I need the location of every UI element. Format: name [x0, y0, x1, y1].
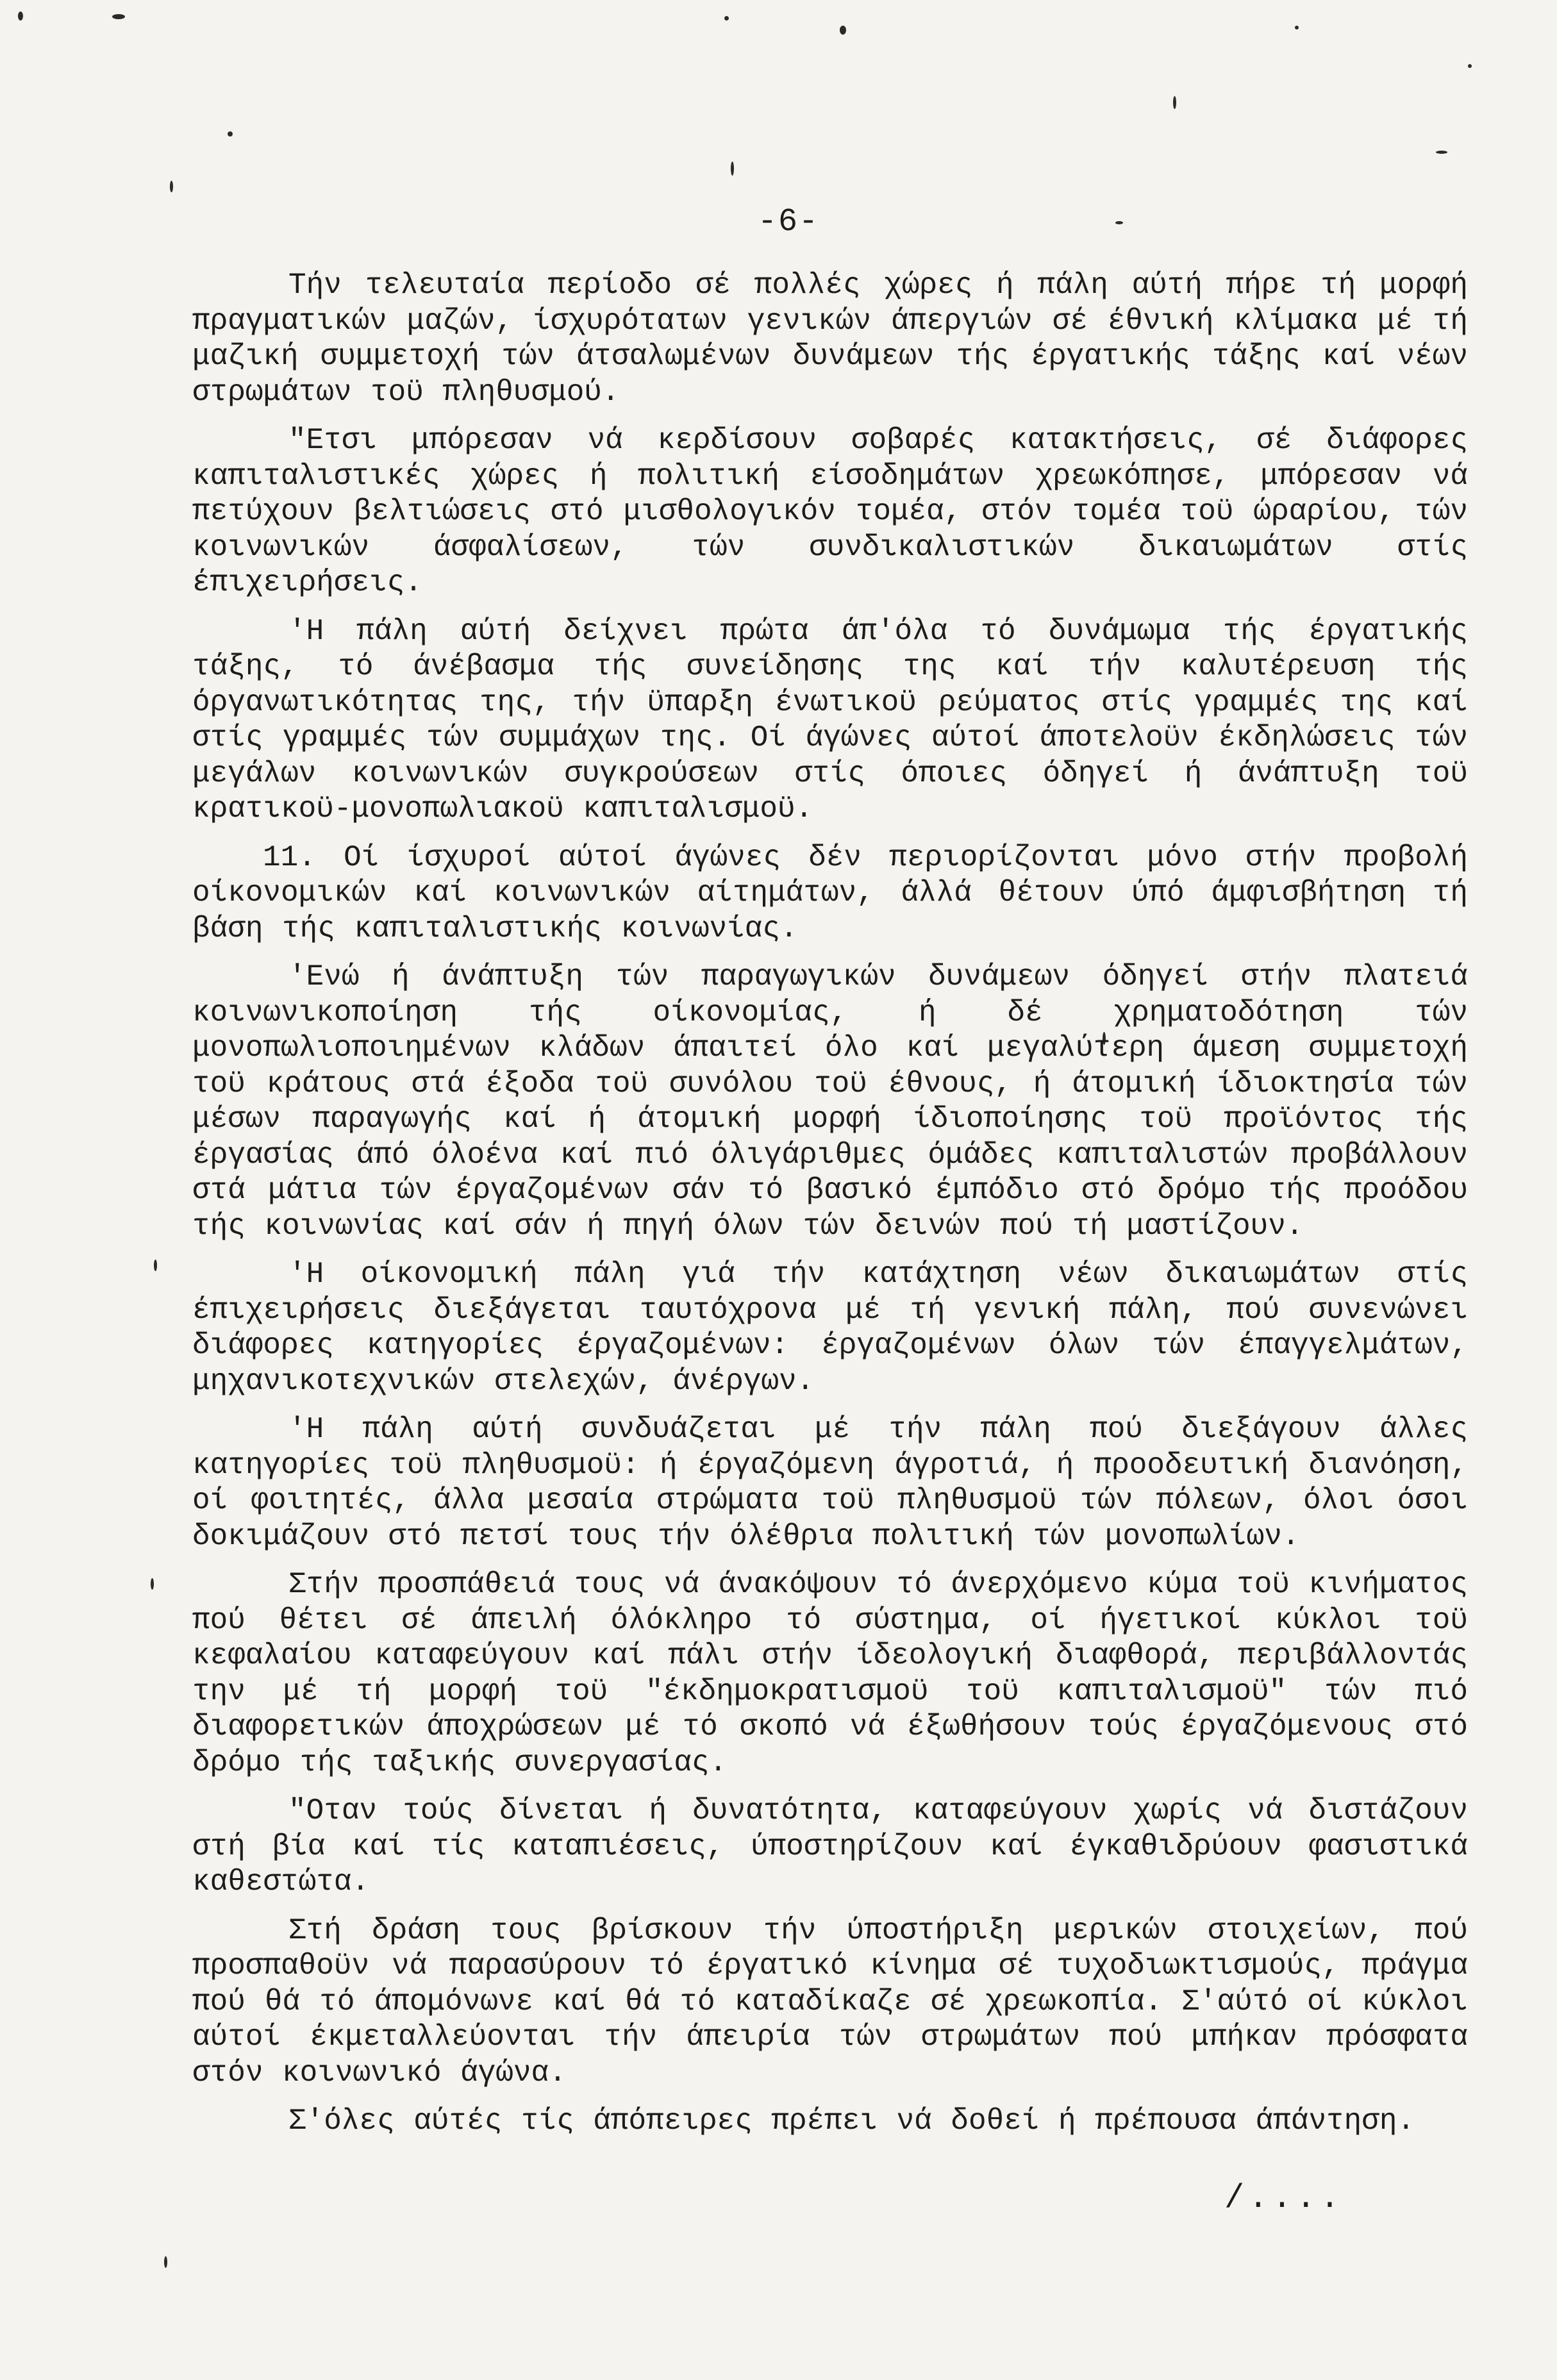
scan-speck — [1468, 64, 1472, 68]
scan-speck — [170, 181, 173, 192]
continuation-mark: /.... — [1224, 2179, 1344, 2217]
scan-speck — [112, 14, 125, 19]
paragraph: "Ετσι μπόρεσαν νά κερδίσουν σοβαρές κατακτήσεις, σέ διάφορες καπιταλιστικές χώρες ή πολιτική είσοδημάτων χρεωκόπησε, μπόρεσαν νά πετύχουν βελτιώσεις στό μισθολογικόν τομέα, στόν τομέα τοϋ ώραρίου, τών κοινωνικών άσφαλίσεων, τών συνδικαλιστικών δικαιωμάτων στίς έπιχειρήσεις. — [192, 424, 1468, 599]
scan-speck — [164, 2256, 167, 2268]
paragraph: "Οταν τούς δίνεται ή δυνατότητα, καταφεύγουν χωρίς νά διστάζουν στή βία καί τίς καταπιέσεις, ύποστηρίζουν καί έγκαθιδρύουν φασιστικά καθεστώτα. — [192, 1794, 1468, 1899]
scan-speck — [724, 16, 729, 21]
paragraph: 'Η πάλη αύτή συνδυάζεται μέ τήν πάλη πού διεξάγουν άλλες κατηγορίες τοϋ πληθυσμοϋ: ή έργαζόμενη άγροτιά, ή προοδευτική διανόηση, οί φοιτητές, άλλα μεσαία στρώματα τοϋ πληθυσμοϋ τών πόλεων, όλοι όσοι δοκιμάζουν στό πετσί τους τήν όλέθρια πολιτική τών μονοπωλίων. — [192, 1413, 1468, 1553]
paragraph: 'Η οίκονομική πάλη γιά τήν κατάχτηση νέων δικαιωμάτων στίς έπιχειρήσεις διεξάγεται ταυτόχρονα μέ τή γενική πάλη, πού συνενώνει διάφορες κατηγορίες έργαζομένων: έργαζομένων όλων τών έπαγγελμάτων, μηχανικοτεχνικών στελεχών, άνέργων. — [192, 1258, 1468, 1398]
paragraph: 'Η πάλη αύτή δείχνει πρώτα άπ'όλα τό δυνάμωμα τής έργατικής τάξης, τό άνέβασμα τής συνείδησης της καί τήν καλυτέρευση τής όργανωτικότητας της, τήν ϋπαρξη ένωτικοϋ ρεύματος στίς γραμμές της καί στίς γραμμές τών συμμάχων της. Οί άγώνες αύτοί άποτελοϋν έκδηλώσεις τών μεγάλων κοινωνικών συγκρούσεων στίς όποιες όδηγεί ή άνάπτυξη τοϋ κρατικοϋ-μονοπωλιακοϋ καπιταλισμοϋ. — [192, 614, 1468, 826]
scan-speck — [840, 26, 846, 35]
scan-speck — [151, 1578, 154, 1590]
scan-speck — [1115, 221, 1123, 224]
scan-speck — [228, 131, 233, 137]
page-number: -6- — [757, 204, 819, 240]
paragraph-numbered: 11. Οί ίσχυροί αύτοί άγώνες δέν περιορίζονται μόνο στήν προβολή οίκονομικών καί κοινωνικών αίτημάτων, άλλά θέτουν ύπό άμφισβήτηση τή βάση τής καπιταλιστικής κοινωνίας. — [192, 840, 1468, 945]
scan-speck — [731, 162, 734, 176]
paragraph: Στήν προσπάθειά τους νά άνακόψουν τό άνερχόμενο κύμα τοϋ κινήματος πού θέτει σέ άπειλή όλόκληρο τό σύστημα, οί ήγετικοί κύκλοι τοϋ κεφαλαίου καταφεύγουν καί πάλι στήν ίδεολογική διαφθορά, περιβάλλοντάς την μέ τή μορφή τοϋ "έκδημοκρατισμοϋ τοϋ καπιταλισμοϋ" τών πιό διαφορετικών άποχρώσεων μέ τό σκοπό νά έξωθήσουν τούς έργαζόμενους στό δρόμο τής ταξικής συνεργασίας. — [192, 1568, 1468, 1779]
scan-speck — [18, 12, 23, 21]
scan-speck — [1436, 151, 1447, 154]
scan-speck — [1173, 96, 1176, 109]
paragraph: Σ'όλες αύτές τίς άπόπειρες πρέπει νά δοθεί ή πρέπουσα άπάντηση. — [288, 2104, 1415, 2138]
paragraph: Στή δράση τους βρίσκουν τήν ύποστήριξη μερικών στοιχείων, πού προσπαθοϋν νά παρασύρουν τό έργατικό κίνημα σέ τυχοδιωκτισμούς, πράγμα πού θά τό άπομόνωνε καί θά τό καταδίκαζε σέ χρεωκοπία. Σ'αύτό οί κύκλοι αύτοί έκμεταλλεύονται τήν άπειρία τών στρωμάτων πού μπήκαν πρόσφατα στόν κοινωνικό άγώνα. — [192, 1913, 1468, 2090]
paragraph: Τήν τελευταία περίοδο σέ πολλές χώρες ή πάλη αύτή πήρε τή μορφή πραγματικών μαζών, ίσχυρότατων γενικών άπεργιών σέ έθνική κλίμακα μέ τή μαζική συμμετοχή τών άτσαλωμένων δυνάμεων τής έργατικής τάξης καί νέων στρωμάτων τοϋ πληθυσμού. — [192, 269, 1468, 409]
scan-speck — [154, 1260, 157, 1271]
paragraph: 'Ενώ ή άνάπτυξη τών παραγωγικών δυνάμεων όδηγεί στήν πλατειά κοινωνικοποίηση τής οίκονομίας, ή δέ χρηματοδότηση τών μονοπωλιοποιημένων κλάδων άπαιτεί όλο καί μεγαλύτερη άμεση συμμετοχή τοϋ κράτους στά έξοδα τοϋ συνόλου τοϋ έθνους, ή άτομική ίδιοκτησία τών μέσων παραγωγής καί ή άτομική μορφή ίδιοποίησης τοϋ προϊόντος τής έργασίας άπό όλοένα καί πιό όλιγάριθμες όμάδες καπιταλιστών προβάλλουν στά μάτια τών έργαζομένων σάν τό βασικό έμπόδιο στό δρόμο τής προόδου τής κοινωνίας καί σάν ή πηγή όλων τών δεινών πού τή μαστίζουν. — [192, 960, 1468, 1243]
document-body — [192, 268, 1468, 2152]
scan-speck — [1295, 26, 1299, 29]
